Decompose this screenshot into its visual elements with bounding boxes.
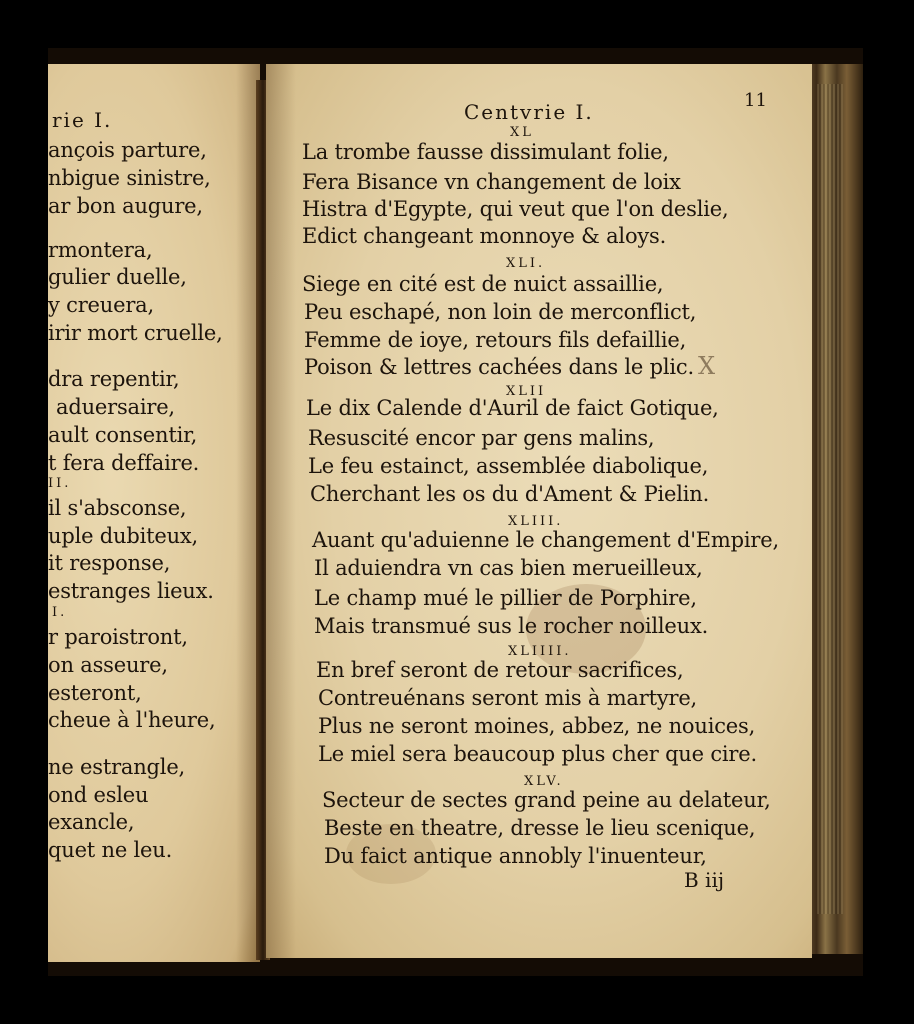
verse-line: Contreuénans seront mis à martyre, [318,686,698,710]
verse-line: Il aduiendra vn cas bien merueilleux, [314,556,703,580]
left-page-header: rie I. [52,108,113,132]
verse-line: Le dix Calende d'Auril de faict Gotique, [306,396,719,420]
page-header: Centvrie I. [464,100,594,124]
verse-line: Resuscité encor par gens malins, [308,426,655,450]
page-number: 11 [744,90,767,111]
left-page [48,64,260,962]
verse-line: Mais transmué sus le rocher noilleux. [314,614,709,638]
left-line: ond esleu [48,783,149,807]
left-line: il s'absconse, [48,496,187,520]
signature-mark: B iij [684,868,725,892]
verse-line: Cherchant les os du d'Ament & Pielin. [310,482,710,506]
left-line: ançois parture, [48,138,207,162]
left-quatrain-number: II. [48,476,72,491]
left-line: estranges lieux. [48,579,214,603]
verse-line: Femme de ioye, retours fils defaillie, [304,328,687,352]
verse-line: Secteur de sectes grand peine au delateur, [322,788,771,812]
left-line: nbigue sinistre, [48,166,211,190]
verse-line: Histra d'Egypte, qui veut que l'on deslie, [302,197,729,221]
left-line: it response, [48,551,171,575]
right-page [266,64,812,958]
verse-line: Peu eschapé, non loin de merconflict, [304,300,697,324]
verse-line: Beste en theatre, dresse le lieu scenique, [324,816,756,840]
left-quatrain-number: I. [52,605,68,620]
left-line: quet ne leu. [48,838,173,862]
margin-mark: X [698,352,715,380]
verse-line: Auant qu'aduienne le changement d'Empire, [312,528,779,552]
quatrain-number: XLI. [506,256,546,271]
left-line: r paroistront, [48,625,188,649]
verse-line: Du faict antique annobly l'inuenteur, [324,844,707,868]
quatrain-number: XLV. [524,774,564,789]
left-line: y creuera, [48,293,154,317]
verse-line: Edict changeant monnoye & aloys. [302,224,667,248]
quatrain-number: XL [510,125,534,140]
left-line: rmontera, [48,238,153,262]
verse-line: En bref seront de retour sacrifices, [316,658,684,682]
left-line: ar bon augure, [48,194,203,218]
verse-line: Plus ne seront moines, abbez, ne nouices, [318,714,756,738]
left-line: irir mort cruelle, [48,321,223,345]
left-line: dra repentir, [48,367,180,391]
verse-line: Fera Bisance vn changement de loix [302,170,681,194]
left-line: esteront, [48,681,142,705]
quatrain-number: XLIII. [508,514,564,529]
left-line: gulier duelle, [48,265,187,289]
left-line: cheue à l'heure, [48,708,216,732]
left-line: ault consentir, [48,423,198,447]
book-spine [805,64,863,954]
verse-line: Siege en cité est de nuict assaillie, [302,272,664,296]
left-line: on asseure, [48,653,168,677]
quatrain-number: XLIIII. [508,644,572,659]
left-line: t fera deffaire. [48,451,200,475]
left-line: exancle, [48,810,135,834]
verse-line: Poison & lettres cachées dans le plic. [304,355,694,379]
quatrain-number: XLII [506,384,547,399]
left-line: uple dubiteux, [48,524,199,548]
verse-line: Le champ mué le pillier de Porphire, [314,586,697,610]
verse-line: Le feu estainct, assemblée diabolique, [308,454,709,478]
verse-line: Le miel sera beaucoup plus cher que cire. [318,742,757,766]
left-line: aduersaire, [56,395,175,419]
verse-line: La trombe fausse dissimulant folie, [302,140,669,164]
left-line: ne estrangle, [48,755,186,779]
